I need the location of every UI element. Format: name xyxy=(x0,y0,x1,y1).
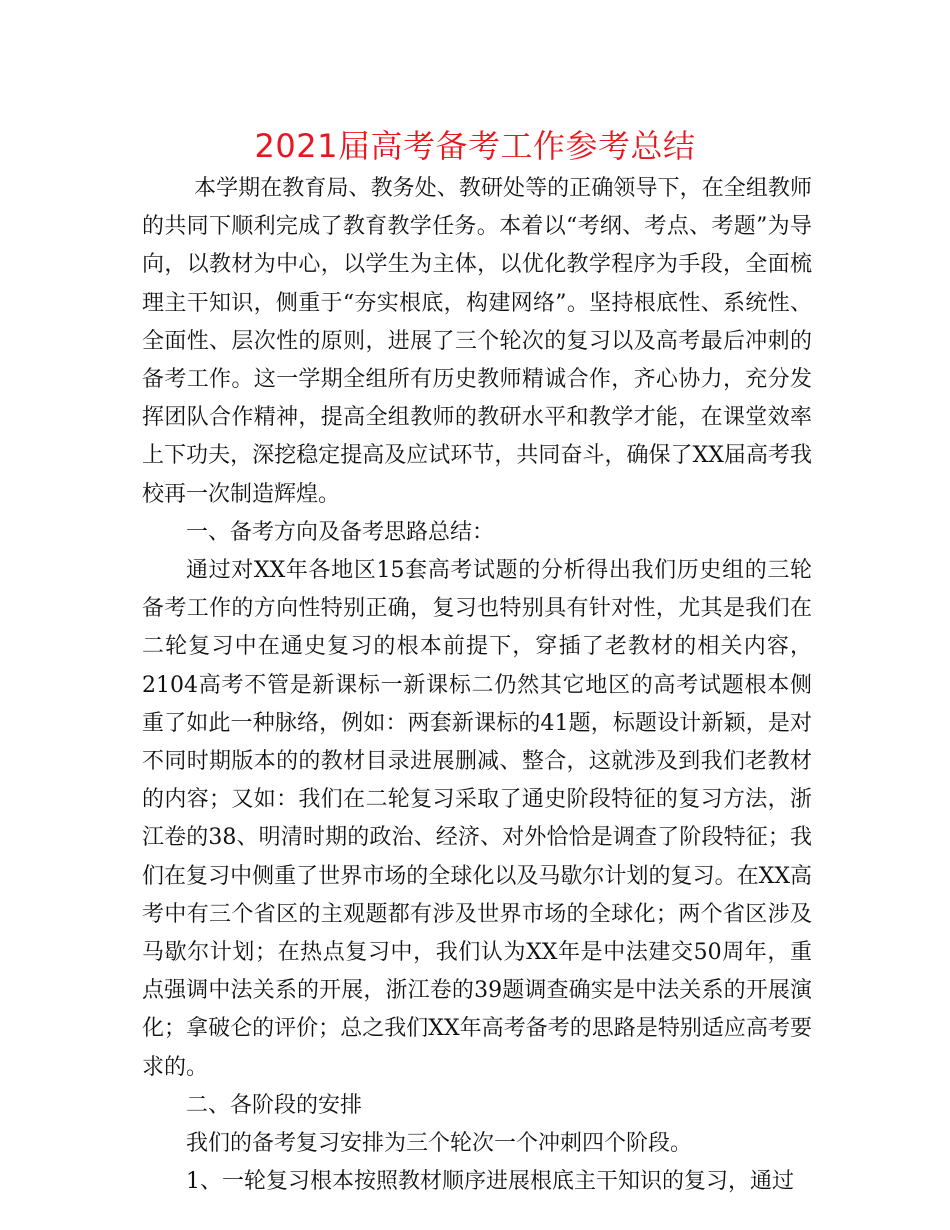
paragraph-section-1: 通过对XX年各地区15套高考试题的分析得出我们历史组的三轮备考工作的方向性特别正确，复习也特别具有针对性，尤其是我们在二轮复习中在通史复习的根本前提下，穿插了老教材的相关内容，2104高考不管是新课标一新课标二仍然其它地区的高考试题根本侧重了如此一种脉络，例如：两套新课标的41题，标题设计新颖，是对不同时期版本的的教材目录进展删减、整合，这就涉及到我们老教材的内容；又如：我们在二轮复习采取了通史阶段特征的复习方法，浙江卷的38、明清时期的政治、经济、对外恰恰是调查了阶段特征；我们在复习中侧重了世界市场的全球化以及马歇尔计划的复习。在XX高考中有三个省区的主观题都有涉及世界市场的全球化；两个省区涉及马歇尔计划；在热点复习中，我们认为XX年是中法建交50周年，重点强调中法关系的开展，浙江卷的39题调查确实是中法关系的开展演化；拿破仑的评价；总之我们XX年高考备考的思路是特别适应高考要求的。 xyxy=(142,558,812,1080)
heading-section-2: 二、各阶段的安排 xyxy=(186,1092,363,1118)
document-title: 2021届高考备考工作参考总结 xyxy=(254,127,696,165)
heading-section-1: 一、备考方向及备考思路总结： xyxy=(186,519,495,545)
paragraph-item-1: 1、一轮复习根本按照教材顺序进展根底主干知识的复习，通过 xyxy=(186,1169,794,1195)
document-body xyxy=(142,170,812,1201)
paragraph-section-2: 我们的备考复习安排为三个轮次一个冲刺四个阶段。 xyxy=(186,1131,693,1157)
paragraph-intro: 本学期在教育局、教务处、教研处等的正确领导下，在全组教师的共同下顺利完成了教育教学任务。本着以“考纲、考点、考题”为导向，以教材为中心，以学生为主体，以优化教学程序为手段，全面梳理主干知识，侧重于“夯实根底，构建网络”。坚持根底性、系统性、全面性、层次性的原则，进展了三个轮次的复习以及高考最后冲刺的备考工作。这一学期全组所有历史教师精诚合作，齐心协力，充分发挥团队合作精神，提高全组教师的教研水平和教学才能，在课堂效率上下功夫，深挖稳定提高及应试环节，共同奋斗，确保了XX届高考我校再一次制造辉煌。 xyxy=(142,176,812,507)
